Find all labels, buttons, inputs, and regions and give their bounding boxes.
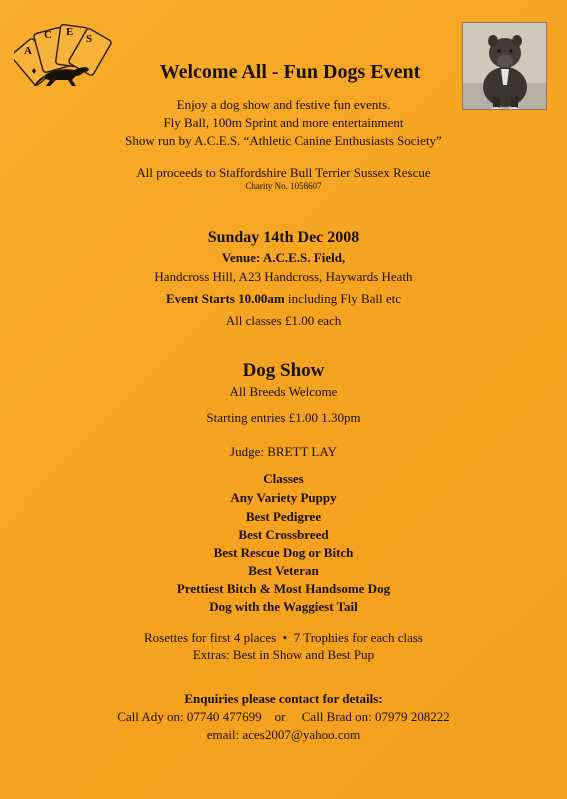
phone-line	[0, 710, 567, 723]
enquiries-heading: Enquiries please contact for details:	[184, 691, 383, 706]
extras-line: Extras: Best in Show and Best Pup	[192, 647, 375, 662]
prizes-line	[0, 631, 567, 644]
class-item: Best Rescue Dog or Bitch	[213, 545, 354, 560]
intro-line-1: Enjoy a dog show and festive fun events.	[176, 97, 391, 112]
trophies-text: 7 Trophies for each class	[293, 630, 423, 645]
class-item: Dog with the Waggiest Tail	[209, 599, 358, 614]
all-breeds-welcome: All Breeds Welcome	[229, 384, 338, 399]
bullet-separator: •	[282, 630, 288, 645]
logo-letter-a: A	[24, 45, 32, 57]
class-item: Prettiest Bitch & Most Handsome Dog	[176, 581, 391, 596]
class-item: Best Pedigree	[245, 509, 322, 524]
logo-letter-c: C	[44, 29, 52, 41]
judge-name: Judge: BRETT LAY	[230, 444, 337, 459]
email-line: email: aces2007@yahoo.com	[206, 727, 361, 742]
call-ady-text: Call Ady on: 07740 477699	[117, 709, 262, 724]
class-item: Best Veteran	[248, 563, 319, 578]
intro-line-2: Fly Ball, 100m Sprint and more entertainment	[163, 115, 404, 130]
logo-letter-e: E	[66, 26, 74, 38]
logo-letter-s: S	[86, 33, 93, 45]
event-start-bold: Event Starts 10.00am	[165, 291, 285, 306]
or-text: or	[274, 709, 286, 724]
dog-show-title: Dog Show	[242, 360, 325, 381]
aces-cards-logo-icon	[14, 10, 114, 110]
venue-label: Venue: A.C.E.S. Field,	[221, 250, 346, 265]
event-start-rest: including Fly Ball etc	[284, 291, 402, 306]
starting-entries: Starting entries £1.00 1.30pm	[206, 410, 361, 425]
event-date: Sunday 14th Dec 2008	[207, 229, 360, 246]
class-item: Best Crossbreed	[238, 527, 329, 542]
venue-address: Handcross Hill, A23 Handcross, Haywards Heath	[154, 269, 413, 284]
classes-heading: Classes	[263, 471, 304, 486]
rosettes-text: Rosettes for first 4 places	[144, 630, 277, 645]
charity-number: Charity No. 1058607	[245, 181, 322, 191]
event-start-time	[0, 292, 567, 305]
class-item: Any Variety Puppy	[230, 490, 337, 505]
call-brad-text: Call Brad on: 07979 208222	[301, 709, 450, 724]
classes-price: All classes £1.00 each	[225, 313, 342, 328]
charity-line: All proceeds to Staffordshire Bull Terrier Sussex Rescue	[136, 165, 431, 180]
event-title: Welcome All - Fun Dogs Event	[159, 61, 421, 83]
intro-line-3: Show run by A.C.E.S. “Athletic Canine Enthusiasts Society”	[125, 133, 442, 148]
